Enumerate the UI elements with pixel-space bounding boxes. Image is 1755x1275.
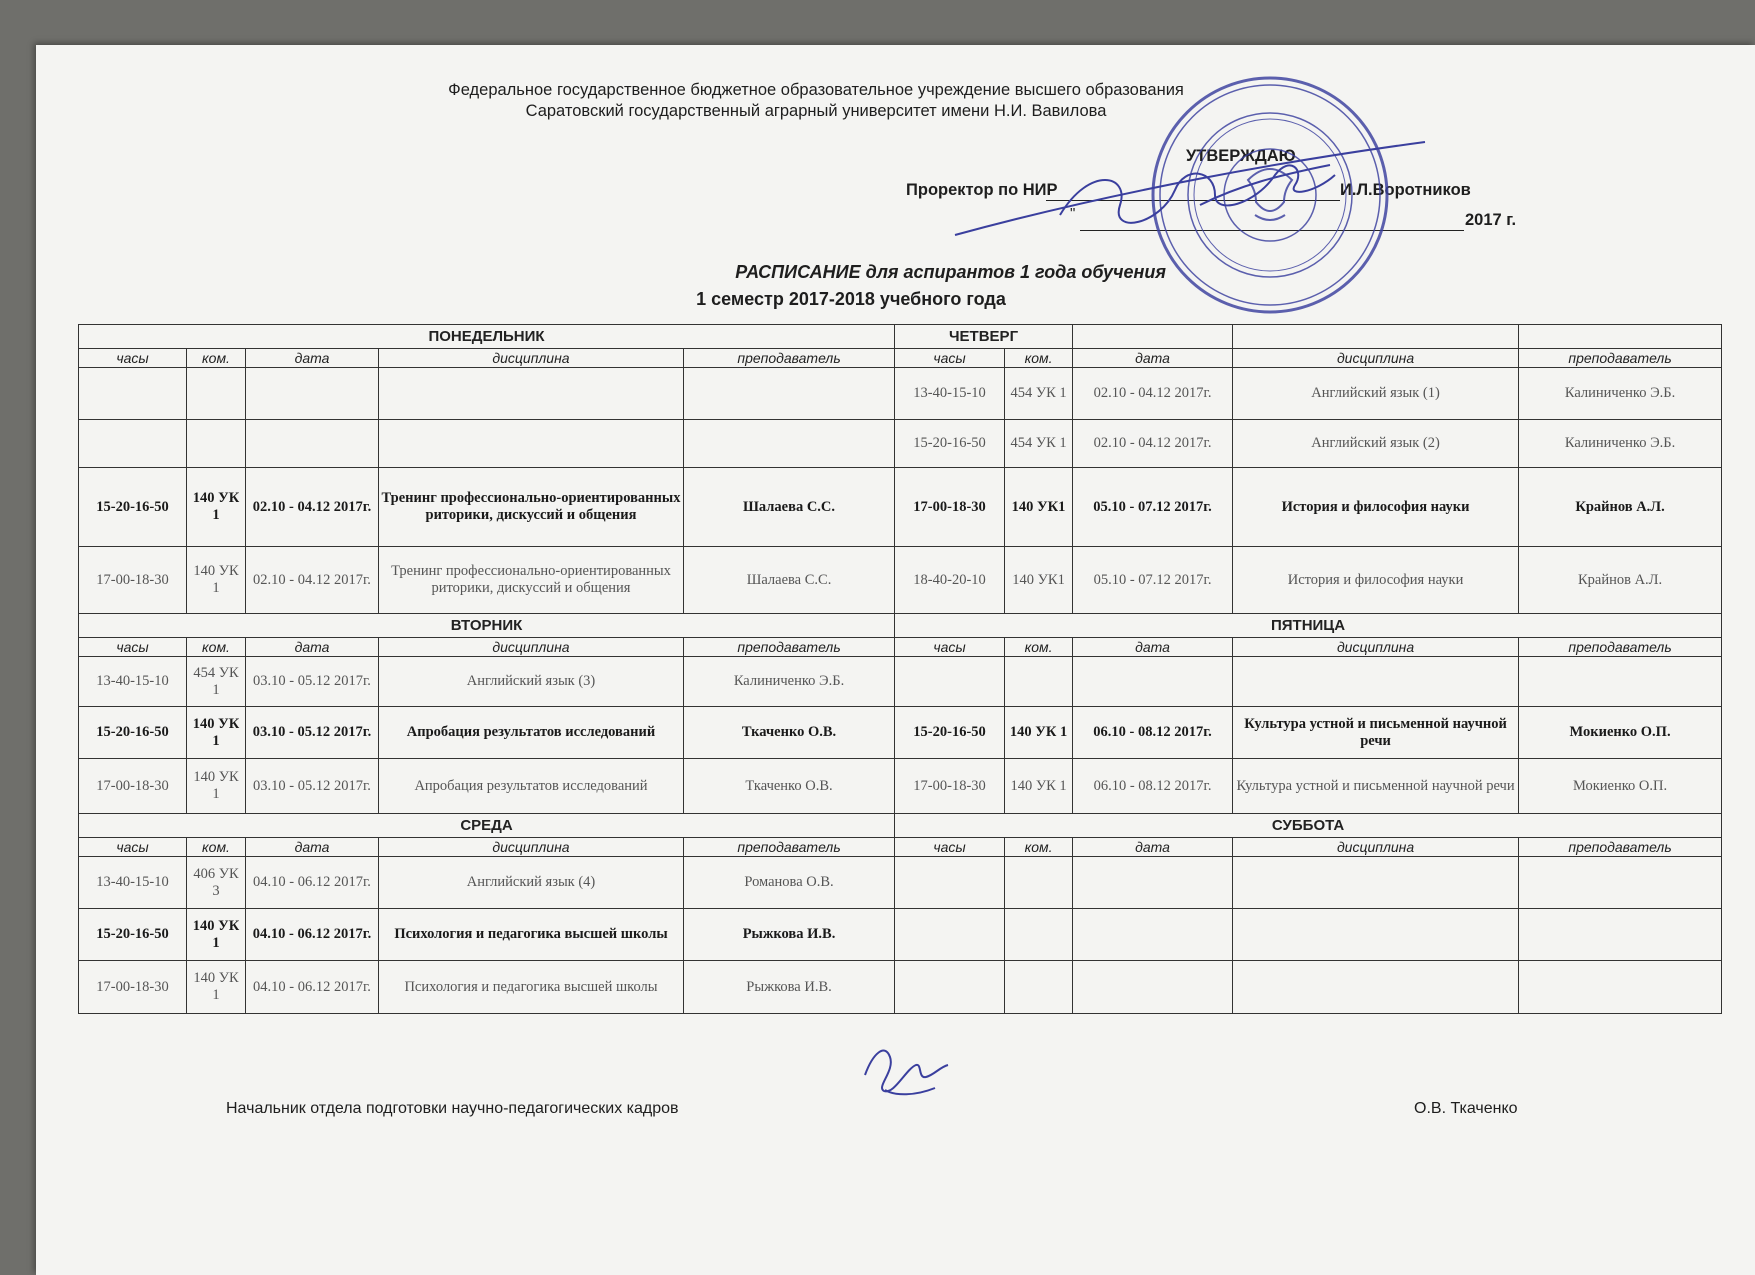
right-room-cell: 454 УК 1 <box>1005 368 1073 420</box>
left-teacher-cell: Шалаева С.С. <box>684 468 895 547</box>
left-dates-cell: 02.10 - 04.12 2017г. <box>246 468 379 547</box>
column-header: преподаватель <box>1519 349 1722 368</box>
schedule-title: РАСПИСАНИЕ для аспирантов 1 года обучения <box>735 262 1166 282</box>
left-discipline-cell: Тренинг профессионально-ориентированных риторики, дискуссий и общения <box>379 468 684 547</box>
day-label: СУББОТА <box>895 814 1722 838</box>
footer-signature-stroke <box>865 1051 948 1092</box>
left-discipline-cell: Английский язык (3) <box>379 657 684 707</box>
day-label: ВТОРНИК <box>79 614 895 638</box>
left-teacher-cell: Рыжкова И.В. <box>684 909 895 961</box>
right-discipline-cell: Английский язык (1) <box>1233 368 1519 420</box>
semester-label: 1 семестр 2017-2018 учебного года <box>696 289 1006 309</box>
left-teacher-cell: Ткаченко О.В. <box>684 759 895 814</box>
column-header: дисциплина <box>1233 638 1519 657</box>
left-hours-cell: 17-00-18-30 <box>79 961 187 1014</box>
left-discipline-cell: Психология и педагогика высшей школы <box>379 909 684 961</box>
prorector-signature-tail <box>1200 165 1330 205</box>
left-discipline-cell: Английский язык (4) <box>379 857 684 909</box>
column-header: дата <box>1073 349 1233 368</box>
left-dates-cell: 04.10 - 06.12 2017г. <box>246 857 379 909</box>
column-header: дата <box>1073 838 1233 857</box>
left-room-cell: 140 УК 1 <box>187 468 246 547</box>
left-dates-cell: 03.10 - 05.12 2017г. <box>246 657 379 707</box>
right-room-cell: 140 УК1 <box>1005 547 1073 614</box>
column-header: часы <box>79 638 187 657</box>
right-dates-cell: 02.10 - 04.12 2017г. <box>1073 420 1233 468</box>
approval-year: 2017 г. <box>1465 211 1517 229</box>
left-discipline-cell: Тренинг профессионально-ориентированных риторики, дискуссий и общения <box>379 547 684 614</box>
column-header: дата <box>246 838 379 857</box>
organization-name: Федеральное государственное бюджетное образовательное учреждение высшего образования <box>448 81 1184 99</box>
left-discipline-cell: Апробация результатов исследований <box>379 759 684 814</box>
day-label: ПЯТНИЦА <box>895 614 1722 638</box>
university-name: Саратовский государственный аграрный университет имени Н.И. Вавилова <box>525 102 1107 120</box>
right-hours-cell: 13-40-15-10 <box>895 368 1005 420</box>
right-teacher-cell: Мокиенко О.П. <box>1519 759 1722 814</box>
column-header: преподаватель <box>684 349 895 368</box>
right-teacher-cell: Крайнов А.Л. <box>1519 468 1722 547</box>
right-hours-cell: 17-00-18-30 <box>895 468 1005 547</box>
column-header: дисциплина <box>379 838 684 857</box>
left-hours-cell: 17-00-18-30 <box>79 547 187 614</box>
column-header: дисциплина <box>379 349 684 368</box>
column-header: ком. <box>187 638 246 657</box>
stamp-ring-4 <box>1194 119 1346 271</box>
stamp-ring-2 <box>1160 85 1380 305</box>
official-seal-stamp <box>1153 78 1387 312</box>
right-discipline-cell: Культура устной и письменной научной речи <box>1233 759 1519 814</box>
column-header: часы <box>895 838 1005 857</box>
column-header: дисциплина <box>379 638 684 657</box>
stamp-ring-3 <box>1188 113 1352 277</box>
right-hours-cell: 17-00-18-30 <box>895 759 1005 814</box>
right-discipline-cell: История и философия науки <box>1233 547 1519 614</box>
left-hours-cell: 15-20-16-50 <box>79 909 187 961</box>
left-teacher-cell: Рыжкова И.В. <box>684 961 895 1014</box>
right-hours-cell: 15-20-16-50 <box>895 707 1005 759</box>
right-dates-cell: 05.10 - 07.12 2017г. <box>1073 468 1233 547</box>
column-header: часы <box>79 349 187 368</box>
left-hours-cell: 15-20-16-50 <box>79 468 187 547</box>
left-room-cell: 454 УК 1 <box>187 657 246 707</box>
right-room-cell: 140 УК 1 <box>1005 707 1073 759</box>
right-teacher-cell: Калиниченко Э.Б. <box>1519 420 1722 468</box>
left-dates-cell: 04.10 - 06.12 2017г. <box>246 961 379 1014</box>
left-dates-cell: 04.10 - 06.12 2017г. <box>246 909 379 961</box>
approval-label: УТВЕРЖДАЮ <box>1186 147 1296 165</box>
left-room-cell: 140 УК 1 <box>187 707 246 759</box>
right-room-cell: 140 УК1 <box>1005 468 1073 547</box>
column-header: ком. <box>187 838 246 857</box>
left-room-cell: 140 УК 1 <box>187 759 246 814</box>
left-hours-cell: 17-00-18-30 <box>79 759 187 814</box>
right-dates-cell: 06.10 - 08.12 2017г. <box>1073 707 1233 759</box>
prorector-label: Проректор по НИР <box>906 181 1058 199</box>
column-header: преподаватель <box>684 838 895 857</box>
left-dates-cell: 02.10 - 04.12 2017г. <box>246 547 379 614</box>
left-teacher-cell: Шалаева С.С. <box>684 547 895 614</box>
column-header: дисциплина <box>1233 838 1519 857</box>
left-dates-cell: 03.10 - 05.12 2017г. <box>246 707 379 759</box>
column-header: дата <box>1073 638 1233 657</box>
left-teacher-cell: Романова О.В. <box>684 857 895 909</box>
right-dates-cell: 06.10 - 08.12 2017г. <box>1073 759 1233 814</box>
right-teacher-cell: Калиниченко Э.Б. <box>1519 368 1722 420</box>
right-hours-cell: 18-40-20-10 <box>895 547 1005 614</box>
column-header: дата <box>246 638 379 657</box>
column-header: ком. <box>1005 638 1073 657</box>
column-header: ком. <box>1005 349 1073 368</box>
column-header: часы <box>79 838 187 857</box>
stamp-inner-ring <box>1224 149 1316 241</box>
right-teacher-cell: Крайнов А.Л. <box>1519 547 1722 614</box>
right-room-cell: 454 УК 1 <box>1005 420 1073 468</box>
right-dates-cell: 02.10 - 04.12 2017г. <box>1073 368 1233 420</box>
left-discipline-cell: Апробация результатов исследований <box>379 707 684 759</box>
day-label: СРЕДА <box>79 814 895 838</box>
right-discipline-cell: Английский язык (2) <box>1233 420 1519 468</box>
right-discipline-cell: История и философия науки <box>1233 468 1519 547</box>
footer-name: О.В. Ткаченко <box>1414 1100 1518 1117</box>
column-header: дисциплина <box>1233 349 1519 368</box>
right-dates-cell: 05.10 - 07.12 2017г. <box>1073 547 1233 614</box>
left-discipline-cell: Психология и педагогика высшей школы <box>379 961 684 1014</box>
column-header: преподаватель <box>684 638 895 657</box>
right-room-cell: 140 УК 1 <box>1005 759 1073 814</box>
left-hours-cell: 13-40-15-10 <box>79 857 187 909</box>
left-room-cell: 140 УК 1 <box>187 909 246 961</box>
prorector-signature-stroke <box>955 142 1425 235</box>
footer-position: Начальник отдела подготовки научно-педагогических кадров <box>226 1100 679 1117</box>
right-teacher-cell: Мокиенко О.П. <box>1519 707 1722 759</box>
column-header: преподаватель <box>1519 838 1722 857</box>
left-teacher-cell: Калиниченко Э.Б. <box>684 657 895 707</box>
left-teacher-cell: Ткаченко О.В. <box>684 707 895 759</box>
day-label: ЧЕТВЕРГ <box>895 325 1073 349</box>
right-discipline-cell: Культура устной и письменной научной речи <box>1233 707 1519 759</box>
left-room-cell: 140 УК 1 <box>187 547 246 614</box>
left-room-cell: 140 УК 1 <box>187 961 246 1014</box>
stamp-emblem-base <box>1255 215 1285 220</box>
day-label: ПОНЕДЕЛЬНИК <box>79 325 895 349</box>
right-hours-cell: 15-20-16-50 <box>895 420 1005 468</box>
column-header: часы <box>895 638 1005 657</box>
left-hours-cell: 15-20-16-50 <box>79 707 187 759</box>
prorector-signature-scribble <box>1060 165 1335 222</box>
date-quote-mark: " <box>1070 205 1076 222</box>
column-header: часы <box>895 349 1005 368</box>
column-header: преподаватель <box>1519 638 1722 657</box>
column-header: ком. <box>1005 838 1073 857</box>
column-header: дата <box>246 349 379 368</box>
left-hours-cell: 13-40-15-10 <box>79 657 187 707</box>
left-dates-cell: 03.10 - 05.12 2017г. <box>246 759 379 814</box>
prorector-name: И.Л.Воротников <box>1340 181 1471 199</box>
left-room-cell: 406 УК 3 <box>187 857 246 909</box>
column-header: ком. <box>187 349 246 368</box>
